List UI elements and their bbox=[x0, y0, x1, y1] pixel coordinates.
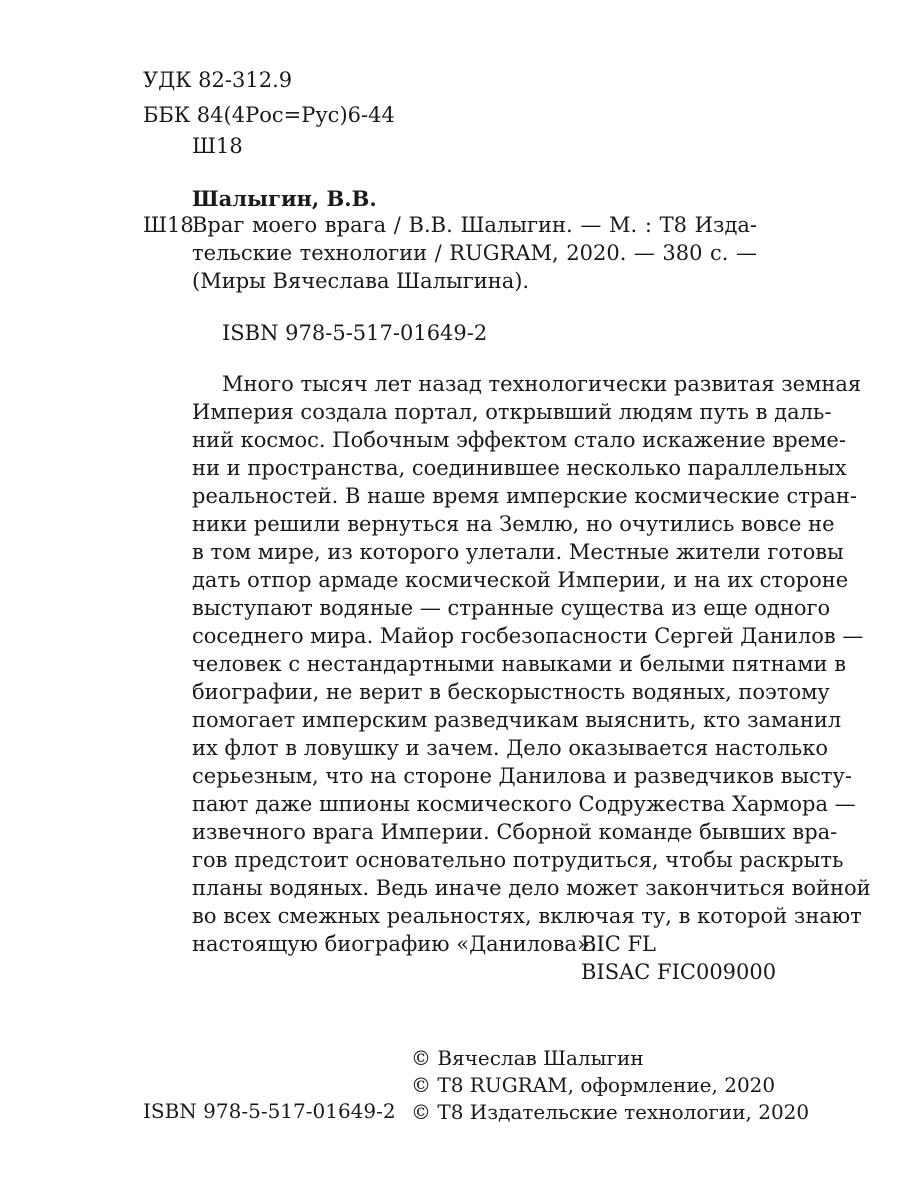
author-heading: Шалыгин, В.В. bbox=[192, 186, 377, 211]
annotation-line: настоящую биографию «Данилова». bbox=[192, 932, 597, 956]
copyright-line: © Т8 RUGRAM, оформление, 2020 bbox=[411, 1073, 776, 1097]
bibliographic-line: Враг моего врага / В.В. Шалыгин. — М. : Т8 Изда- bbox=[192, 213, 757, 237]
annotation-line: извечного врага Империи. Сборной команде бывших вра- bbox=[192, 820, 838, 844]
copyright-line: © Т8 Издательские технологии, 2020 bbox=[411, 1100, 810, 1124]
bibliographic-description bbox=[192, 211, 757, 295]
annotation-line: гов предстоит основательно потрудиться, чтобы раскрыть bbox=[192, 848, 844, 872]
copyright-line: © Вячеслав Шалыгин bbox=[411, 1046, 644, 1070]
entry-author-mark: Ш18 bbox=[143, 213, 194, 237]
annotation-line: реальностей. В наше время имперские космические стран- bbox=[192, 484, 857, 508]
author-mark: Ш18 bbox=[192, 134, 243, 158]
annotation-line: Много тысяч лет назад технологически развитая земная bbox=[222, 372, 862, 396]
annotation-line: серьезным, что на стороне Данилова и разведчиков высту- bbox=[192, 764, 852, 788]
annotation-line: их флот в ловушку и зачем. Дело оказывается настолько bbox=[192, 736, 828, 760]
bbk-code: ББК 84(4Рос=Рус)6-44 bbox=[143, 103, 395, 127]
annotation-line: биографии, не верит в бескорыстность водяных, поэтому bbox=[192, 680, 830, 704]
annotation-line: пают даже шпионы космического Содружества Хармора — bbox=[192, 792, 856, 816]
annotation-line: во всех смежных реальностях, включая ту, в которой знают bbox=[192, 904, 862, 928]
annotation-line: Империя создала портал, открывший людям путь в даль- bbox=[192, 400, 832, 424]
copyright-notices bbox=[411, 1045, 809, 1126]
annotation-line: соседнего мира. Майор госбезопасности Сергей Данилов — bbox=[192, 624, 864, 648]
annotation-line: дать отпор армаде космической Империи, и на их стороне bbox=[192, 568, 849, 592]
bic-code: BIC FL bbox=[581, 932, 656, 956]
annotation-line: выступают водяные — странные существа из еще одного bbox=[192, 596, 831, 620]
isbn-footer: ISBN 978-5-517-01649-2 bbox=[143, 1099, 396, 1123]
annotation-line: в том мире, из которого улетали. Местные жители готовы bbox=[192, 540, 844, 564]
annotation-line: планы водяных. Ведь иначе дело может закончиться войной bbox=[192, 876, 871, 900]
annotation-line: ники решили вернуться на Землю, но очутились вовсе не bbox=[192, 512, 835, 536]
bibliographic-line: (Миры Вячеслава Шалыгина). bbox=[192, 269, 530, 293]
udk-code: УДК 82-312.9 bbox=[143, 68, 293, 92]
annotation-line: человек с нестандартными навыками и белыми пятнами в bbox=[192, 652, 847, 676]
isbn-entry: ISBN 978-5-517-01649-2 bbox=[222, 321, 488, 345]
annotation-line: помогает имперским разведчикам выяснить, кто заманил bbox=[192, 708, 842, 732]
annotation-text bbox=[192, 370, 871, 958]
bisac-code: BISAC FIC009000 bbox=[581, 960, 777, 984]
annotation-line: ни и пространства, соединившее несколько параллельных bbox=[192, 456, 847, 480]
bibliographic-line: тельские технологии / RUGRAM, 2020. — 380 с. — bbox=[192, 241, 757, 265]
annotation-line: ний космос. Побочным эффектом стало искажение време- bbox=[192, 428, 846, 452]
